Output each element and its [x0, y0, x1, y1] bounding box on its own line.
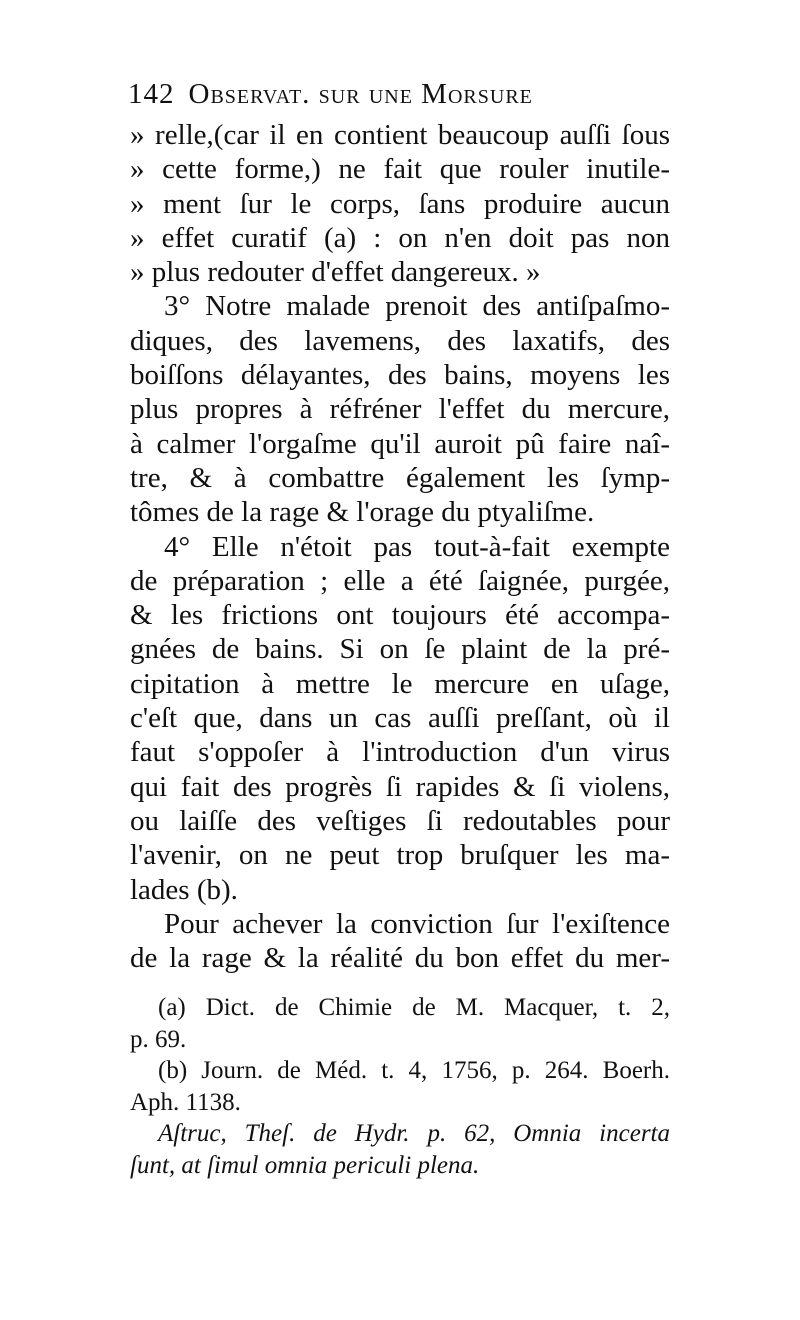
- footnotes: [130, 992, 670, 1181]
- page-number: 142: [128, 78, 175, 110]
- text-line: » relle,(car il en contient beaucoup auſſi ſous: [130, 119, 670, 151]
- text-line: à calmer l'orgaſme qu'il auroit pû faire naî-: [130, 427, 670, 460]
- text-line: faut s'oppoſer à l'introduction d'un virus: [130, 736, 670, 769]
- text-line: qui fait des progrès ſi rapides & ſi violens,: [130, 770, 670, 803]
- text-line: l'avenir, on ne peut trop bruſquer les ma-: [130, 839, 670, 872]
- text-line: c'eſt que, dans un cas auſſi preſſant, où il: [130, 702, 670, 735]
- text-line: plus propres à réfréner l'effet du mercure,: [130, 393, 670, 426]
- text-line: de la rage & la réalité du bon effet du mer-: [130, 942, 670, 975]
- text-line: » cette forme,) ne fait que rouler inutile-: [130, 153, 670, 186]
- running-header: [128, 78, 648, 114]
- footnote-line: p. 69.: [130, 1025, 187, 1053]
- text-line: 3° Notre malade prenoit des antiſpaſmo-: [164, 290, 670, 323]
- text-line: lades (b).: [130, 873, 238, 906]
- text-line: tre, & à combattre également les ſymp-: [130, 461, 670, 494]
- text-line: tômes de la rage & l'orage du ptyaliſme.: [130, 496, 595, 529]
- text-line: de préparation ; elle a été ſaignée, purgée,: [130, 564, 670, 597]
- text-line: ou laiſſe des veſtiges ſi redoutables pour: [130, 804, 670, 837]
- text-line: & les frictions ont toujours été accompa-: [130, 599, 670, 632]
- text-line: » plus redouter d'effet dangereux. »: [130, 256, 541, 289]
- running-title: Observat. sur une Morsure: [188, 78, 533, 110]
- text-line: diques, des lavemens, des laxatifs, des: [130, 324, 670, 357]
- text-line: cipitation à mettre le mercure en uſage,: [130, 667, 670, 700]
- text-line: gnées de bains. Si on ſe plaint de la pré-: [130, 633, 670, 666]
- text-line: boiſſons délayantes, des bains, moyens les: [130, 359, 670, 392]
- body-text: [130, 118, 670, 975]
- text-line: » effet curatif (a) : on n'en doit pas non: [130, 221, 670, 254]
- text-line: » ment ſur le corps, ſans produire aucun: [130, 187, 670, 220]
- footnote-line: (b) Journ. de Méd. t. 4, 1756, p. 264. Boerh.: [158, 1057, 670, 1084]
- footnote-line: Aſtruc, Theſ. de Hydr. p. 62, Omnia incerta: [158, 1120, 670, 1147]
- text-line: 4° Elle n'étoit pas tout-à-fait exempte: [164, 530, 670, 563]
- footnote-line: (a) Dict. de Chimie de M. Macquer, t. 2,: [158, 994, 670, 1021]
- footnote-line: Aph. 1138.: [130, 1088, 241, 1116]
- footnote-line: ſunt, at ſimul omnia periculi plena.: [130, 1151, 480, 1179]
- text-line: Pour achever la conviction ſur l'exiſtence: [164, 907, 670, 940]
